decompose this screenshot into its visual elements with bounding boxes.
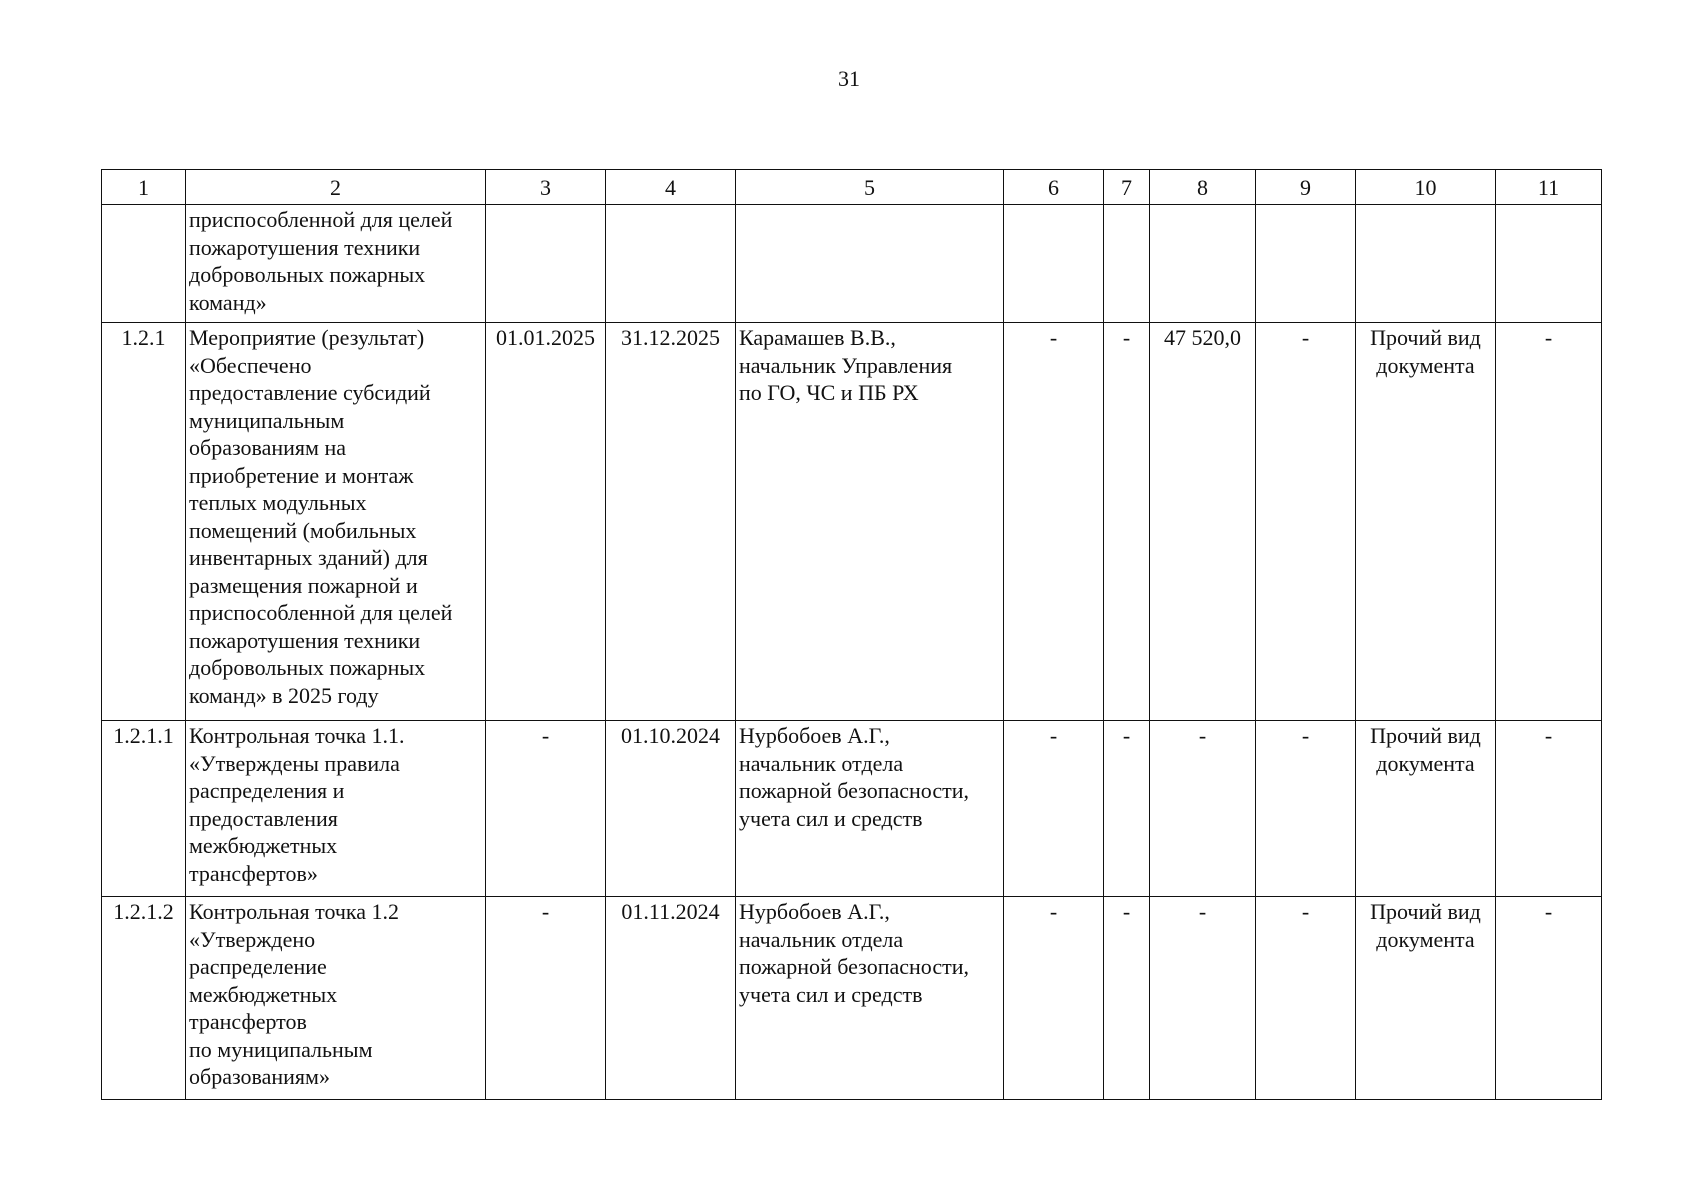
cell-col-7	[1104, 205, 1150, 323]
header-cell: 5	[736, 170, 1004, 205]
header-cell: 11	[1496, 170, 1602, 205]
cell-col-8: -	[1150, 897, 1256, 1100]
cell-col-11: -	[1496, 323, 1602, 721]
responsible: Карамашев В.В., начальник Управления по ГО, ЧС и ПБ РХ	[736, 323, 1004, 721]
end-date: 01.10.2024	[606, 721, 736, 897]
cell-col-6: -	[1004, 897, 1104, 1100]
cell-col-8	[1150, 205, 1256, 323]
table-row	[102, 323, 1602, 721]
table-row	[102, 897, 1602, 1100]
table-row	[102, 721, 1602, 897]
event-name: Контрольная точка 1.1. «Утверждены правила распределения и предоставления межбюджетных трансфертов»	[186, 721, 486, 897]
cell-col-8: 47 520,0	[1150, 323, 1256, 721]
cell-col-11: -	[1496, 897, 1602, 1100]
header-cell: 4	[606, 170, 736, 205]
end-date: 01.11.2024	[606, 897, 736, 1100]
cell-col-7: -	[1104, 897, 1150, 1100]
start-date: -	[486, 897, 606, 1100]
header-row	[102, 170, 1602, 205]
event-name: Мероприятие (результат) «Обеспечено предоставление субсидий муниципальным образованиям на приобретение и монтаж теплых модульных помещений (мобильных инвентарных зданий) для размещения пожарной и приспособленной для целей пожаротушения техники добровольных пожарных команд» в 2025 году	[186, 323, 486, 721]
responsible: Нурбобоев А.Г., начальник отдела пожарной безопасности, учета сил и средств	[736, 721, 1004, 897]
event-name: Контрольная точка 1.2 «Утверждено распределение межбюджетных трансфертов по муниципальным образованиям»	[186, 897, 486, 1100]
row-number: 1.2.1.1	[102, 721, 186, 897]
event-name: приспособленной для целей пожаротушения техники добровольных пожарных команд»	[186, 205, 486, 323]
header-cell: 1	[102, 170, 186, 205]
cell-col-9: -	[1256, 323, 1356, 721]
cell-col-9: -	[1256, 721, 1356, 897]
cell-col-6: -	[1004, 721, 1104, 897]
start-date: -	[486, 721, 606, 897]
header-cell: 10	[1356, 170, 1496, 205]
header-cell: 9	[1256, 170, 1356, 205]
end-date: 31.12.2025	[606, 323, 736, 721]
cell-col-6	[1004, 205, 1104, 323]
header-cell: 2	[186, 170, 486, 205]
cell-col-7: -	[1104, 721, 1150, 897]
cell-col-8: -	[1150, 721, 1256, 897]
cell-col-10: Прочий вид документа	[1356, 721, 1496, 897]
cell-col-10: Прочий вид документа	[1356, 897, 1496, 1100]
header-cell: 8	[1150, 170, 1256, 205]
responsible: Нурбобоев А.Г., начальник отдела пожарной безопасности, учета сил и средств	[736, 897, 1004, 1100]
page-number: 31	[838, 66, 860, 91]
cell-col-10	[1356, 205, 1496, 323]
cell-col-11: -	[1496, 721, 1602, 897]
cell-col-7: -	[1104, 323, 1150, 721]
cell-col-9: -	[1256, 897, 1356, 1100]
start-date: 01.01.2025	[486, 323, 606, 721]
cell-col-6: -	[1004, 323, 1104, 721]
responsible	[736, 205, 1004, 323]
cell-col-11	[1496, 205, 1602, 323]
header-cell: 3	[486, 170, 606, 205]
row-number: 1.2.1	[102, 323, 186, 721]
cell-col-10: Прочий вид документа	[1356, 323, 1496, 721]
header-cell: 7	[1104, 170, 1150, 205]
row-number	[102, 205, 186, 323]
cell-col-9	[1256, 205, 1356, 323]
end-date	[606, 205, 736, 323]
start-date	[486, 205, 606, 323]
header-cell: 6	[1004, 170, 1104, 205]
document-table	[101, 169, 1602, 1100]
row-number: 1.2.1.2	[102, 897, 186, 1100]
table-row	[102, 205, 1602, 323]
